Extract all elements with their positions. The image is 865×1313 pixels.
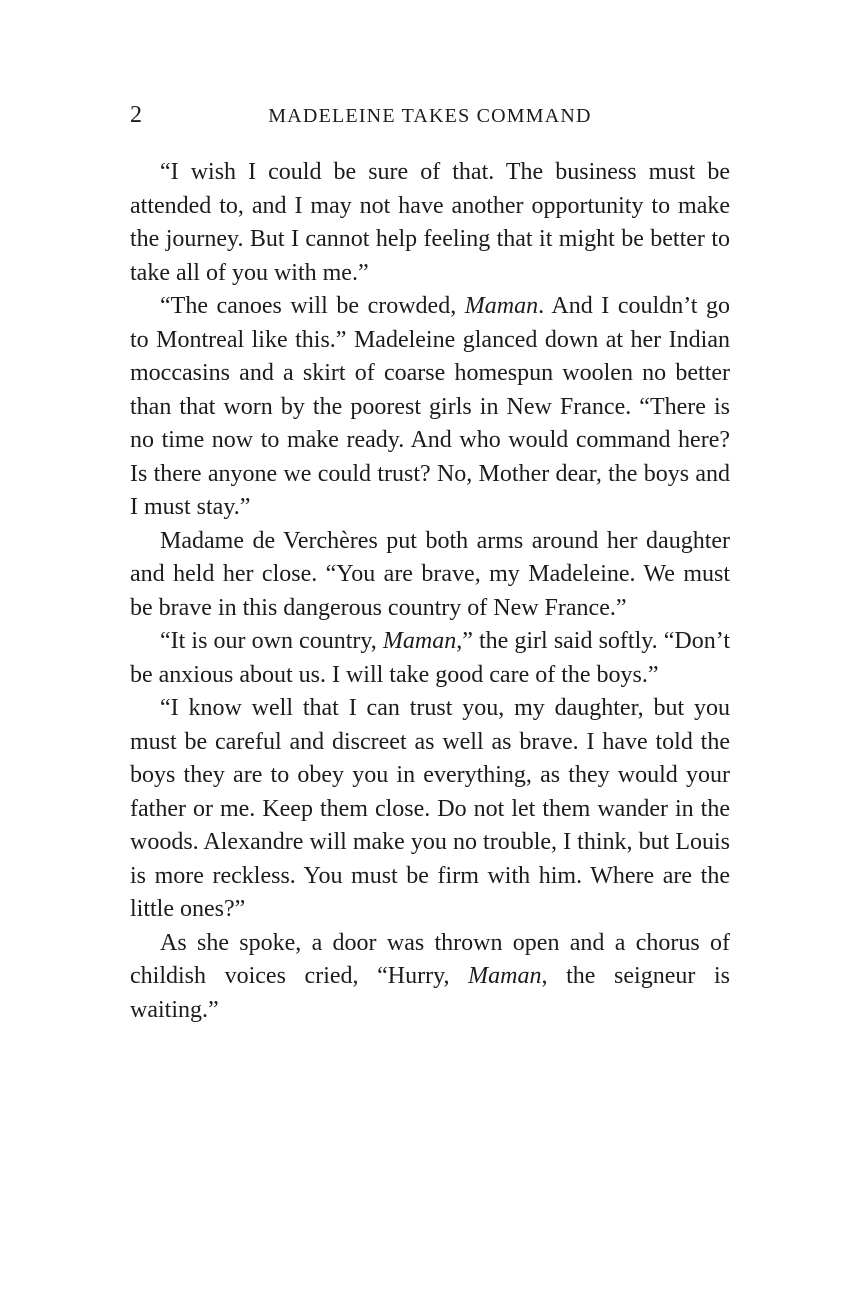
paragraph [130,625,730,692]
italic-text-run: Maman [382,628,457,654]
paragraph [130,927,730,1028]
italic-text-run: Maman [468,963,542,989]
italic-text-run: Maman [464,293,539,319]
text-run: “I know well that I can trust you, my daughter, but you must be careful and discreet as well as brave. I have told the boys they are to obey you in everything, as they would your father or me. Keep them close. Do not let them wander in the woods. Alexandre will make you no trouble, I think, but Louis is more reckless. You must be firm with him. Where are the little ones?” [130,695,730,922]
running-header: MADELEINE TAKES COMMAND [268,105,592,127]
text-run: “The canoes will be crowded, [160,293,465,319]
page-body [130,156,730,1027]
paragraph [130,290,730,525]
text-run: . And I couldn’t go to Montreal like this.” Madeleine glanced down at her Indian moccasins and a skirt of coarse homespun woolen no better than that worn by the poorest girls in New France. “There is no time now to make ready. And who would command here? Is there anyone we could trust? No, Mother dear, the boys and I must stay.” [130,293,730,520]
text-run: Madame de Verchères put both arms around her daughter and held her close. “You are brave, my Madeleine. We must be brave in this dangerous country of New France.” [130,527,730,621]
text-run: “I wish I could be sure of that. The business must be attended to, and I may not have another opportunity to make the journey. But I cannot help feeling that it might be better to take all of you with me.” [130,159,730,286]
paragraph [130,692,730,927]
text-run: , the seigneur is waiting.” [130,963,730,1023]
text-run: ,” the girl said softly. “Don’t be anxious about us. I will take good care of the boys.” [130,628,730,688]
paragraph [130,525,730,626]
page-number: 2 [130,102,142,128]
text-run: As she spoke, a door was thrown open and a chorus of childish voices cried, “Hurry, [130,929,730,989]
text-run: “It is our own country, [160,628,383,654]
paragraph [130,156,730,290]
